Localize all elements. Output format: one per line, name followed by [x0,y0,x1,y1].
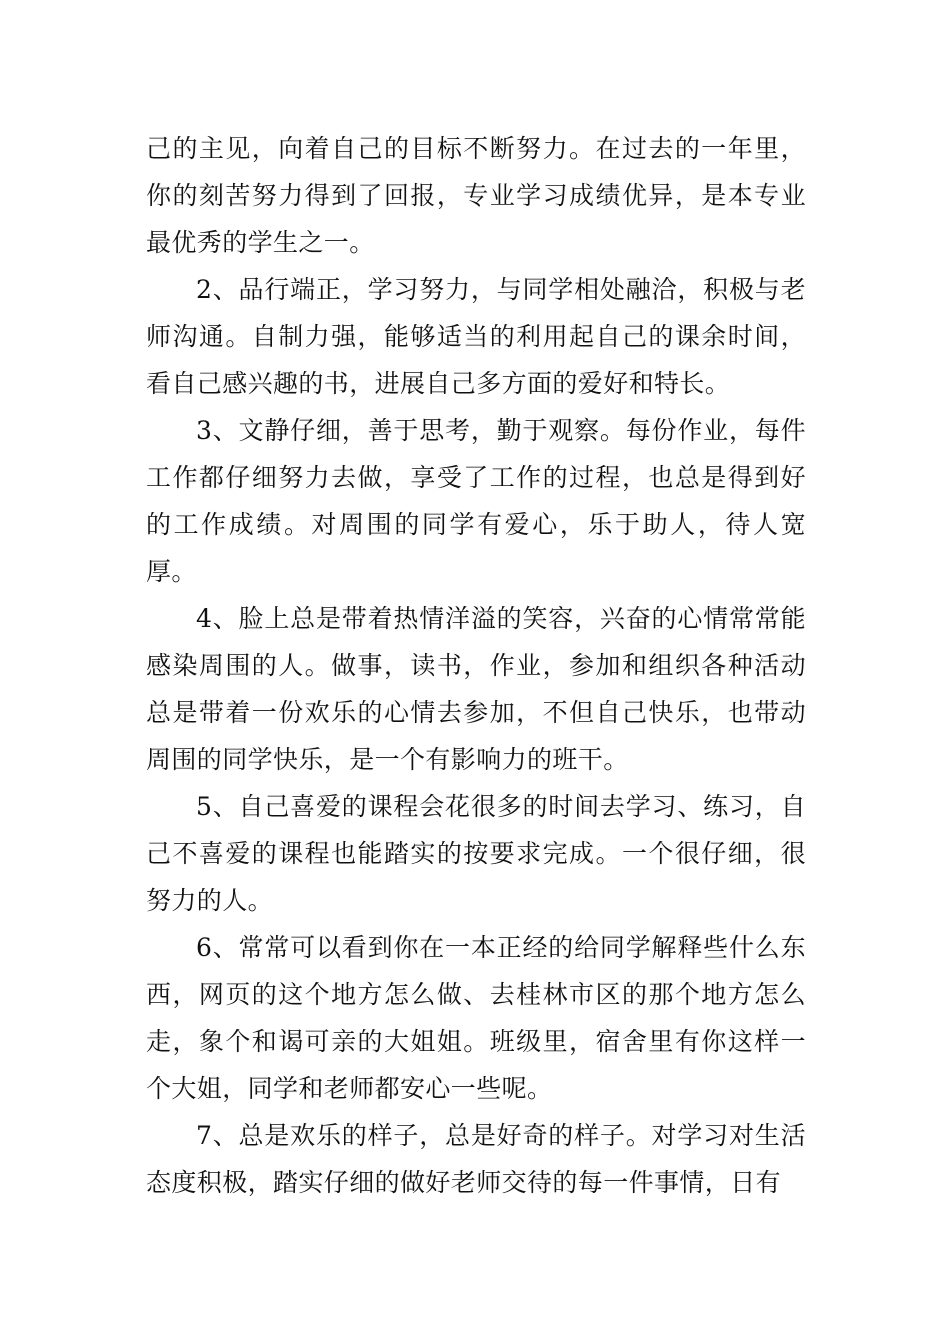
paragraph-3: 3、文静仔细，善于思考，勤于观察。每份作业，每件工作都仔细努力去做，享受了工作的过程，也总是得到好的工作成绩。对周围的同学有爱心，乐于助人，待人宽厚。 [146,416,806,586]
paragraph-6: 6、常常可以看到你在一本正经的给同学解释些什么东西，网页的这个地方怎么做、去桂林市区的那个地方怎么走，象个和谒可亲的大姐姐。班级里，宿舍里有你这样一个大姐，同学和老师都安心一些呢。 [146,933,806,1103]
document-body [146,125,806,1206]
paragraph-2: 2、品行端正，学习努力，与同学相处融洽，积极与老师沟通。自制力强，能够适当的利用起自己的课余时间，看自己感兴趣的书，进展自己多方面的爱好和特长。 [146,275,806,398]
paragraph-7: 7、总是欢乐的样子，总是好奇的样子。对学习对生活态度积极，踏实仔细的做好老师交待的每一件事情，日有 [146,1121,806,1197]
paragraph-1: 己的主见，向着自己的目标不断努力。在过去的一年里，你的刻苦努力得到了回报，专业学习成绩优异，是本专业最优秀的学生之一。 [146,134,806,257]
paragraph-5: 5、自己喜爱的课程会花很多的时间去学习、练习，自己不喜爱的课程也能踏实的按要求完成。一个很仔细，很努力的人。 [146,792,806,915]
paragraph-4: 4、脸上总是带着热情洋溢的笑容，兴奋的心情常常能感染周围的人。做事，读书，作业，参加和组织各种活动总是带着一份欢乐的心情去参加，不但自己快乐，也带动周围的同学快乐，是一个有影响力的班干。 [146,604,806,774]
